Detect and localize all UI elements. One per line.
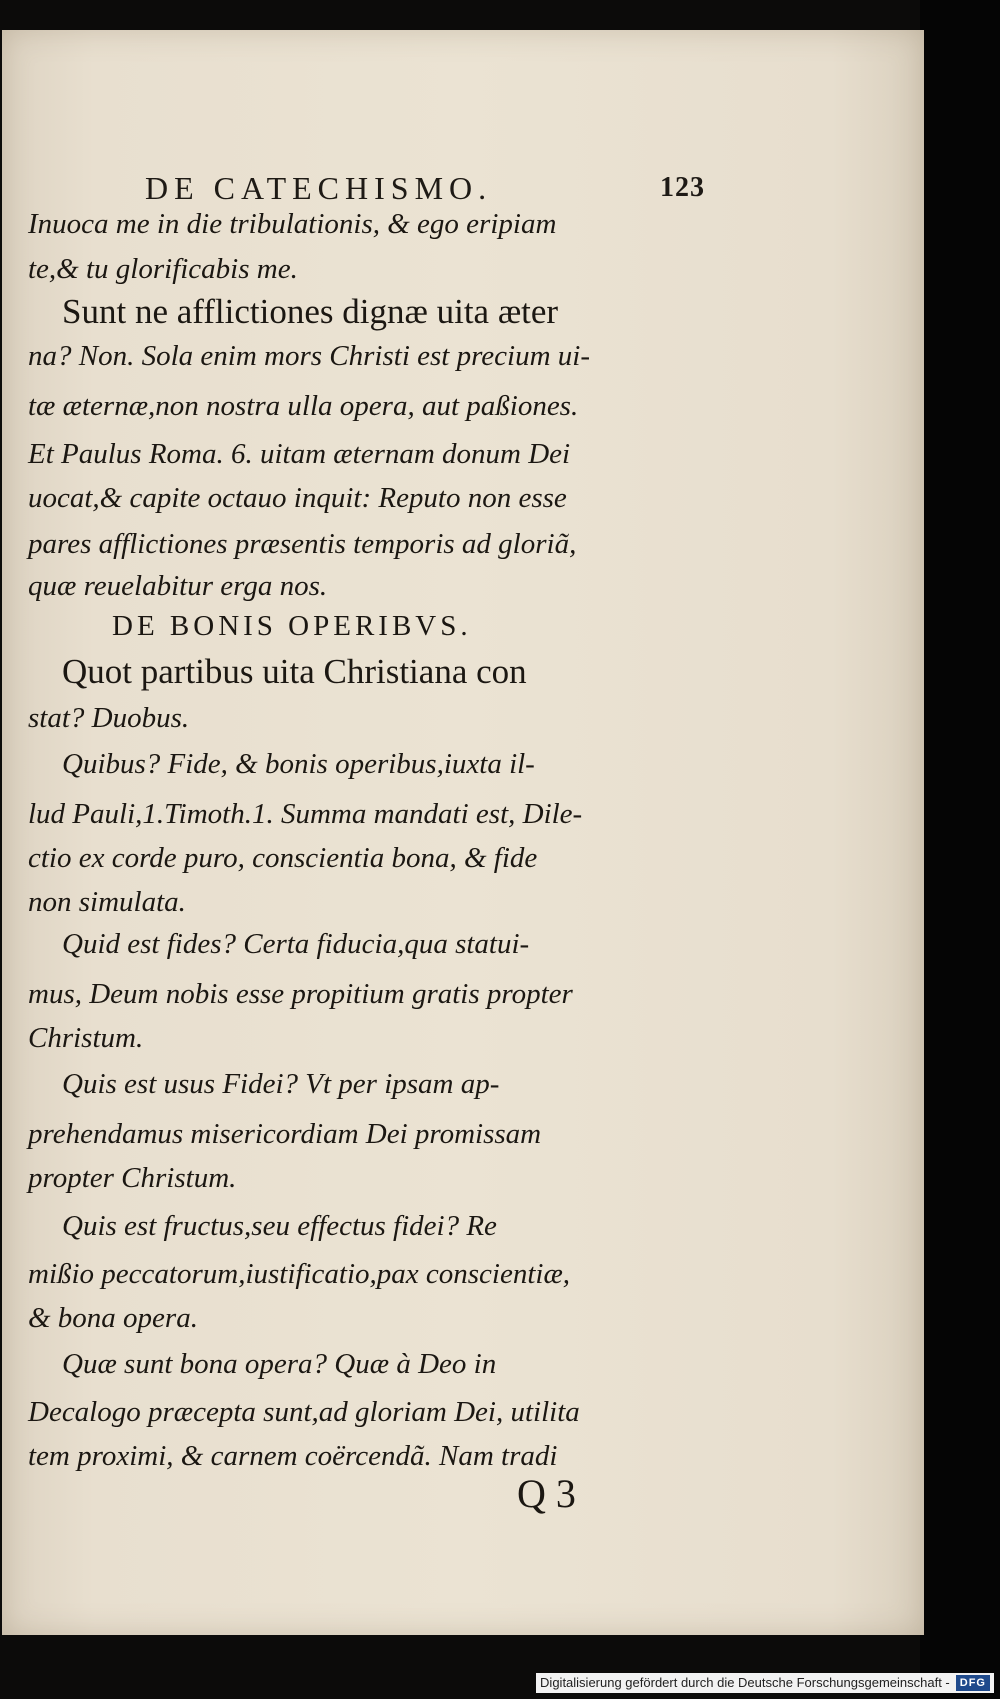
text-line: lud Pauli,1.Timoth.1. Summa mandati est, Dile- [28, 798, 583, 830]
text-line: stat? Duobus. [28, 702, 190, 734]
text-line: prehendamus misericordiam Dei promissam [28, 1118, 542, 1150]
section-heading: DE BONIS OPERIBVS. [112, 610, 472, 642]
book-page [2, 30, 924, 1635]
text-line: ctio ex corde puro, conscientia bona, & fide [28, 842, 538, 874]
text-line: tæ æternæ,non nostra ulla opera, aut paßiones. [28, 390, 579, 422]
page-number: 123 [660, 172, 705, 203]
text-line: Christum. [28, 1022, 144, 1054]
text-line: & bona opera. [28, 1302, 198, 1334]
text-line: pares afflictiones præsentis temporis ad gloriã, [28, 528, 577, 560]
text-line: Quis est usus Fidei? Vt per ipsam ap- [62, 1068, 500, 1100]
text-line: Decalogo præcepta sunt,ad gloriam Dei, utilita [28, 1396, 580, 1428]
text-line: Quæ sunt bona opera? Quæ à Deo in [62, 1348, 497, 1380]
scan-background-right [920, 0, 1000, 1699]
digitization-credit [536, 1673, 994, 1693]
text-line: Quibus? Fide, & bonis operibus,iuxta il- [62, 748, 535, 780]
text-line: Inuoca me in die tribulationis, & ego eripiam [28, 208, 557, 240]
text-line: Quot partibus uita Christiana con [62, 652, 527, 691]
credit-text: Digitalisierung gefördert durch die Deutsche Forschungsgemeinschaft - [540, 1675, 950, 1690]
running-header [145, 170, 705, 210]
text-line: mißio peccatorum,iustificatio,pax conscientiæ, [28, 1258, 571, 1290]
text-line: Sunt ne afflictiones dignæ uita æter [62, 292, 559, 331]
text-line: Quis est fructus,seu effectus fidei? Re [62, 1210, 497, 1242]
text-line: te,& tu glorificabis me. [28, 253, 298, 285]
text-line: Et Paulus Roma. 6. uitam æternam donum Dei [28, 438, 571, 470]
text-line: na? Non. Sola enim mors Christi est precium ui- [28, 340, 591, 372]
text-line: tem proximi, & carnem coërcendã. Nam tradi [28, 1440, 558, 1472]
text-line: Quid est fides? Certa fiducia,qua statui- [62, 928, 530, 960]
text-line: quæ reuelabitur erga nos. [28, 570, 328, 602]
text-line: non simulata. [28, 886, 186, 918]
text-line: mus, Deum nobis esse propitium gratis propter [28, 978, 573, 1010]
dfg-logo: DFG [956, 1675, 990, 1691]
header-title: DE CATECHISMO. [145, 170, 493, 206]
text-line: propter Christum. [28, 1162, 237, 1194]
text-line: uocat,& capite octauo inquit: Reputo non esse [28, 482, 567, 514]
signature-mark: Q 3 [517, 1471, 576, 1516]
